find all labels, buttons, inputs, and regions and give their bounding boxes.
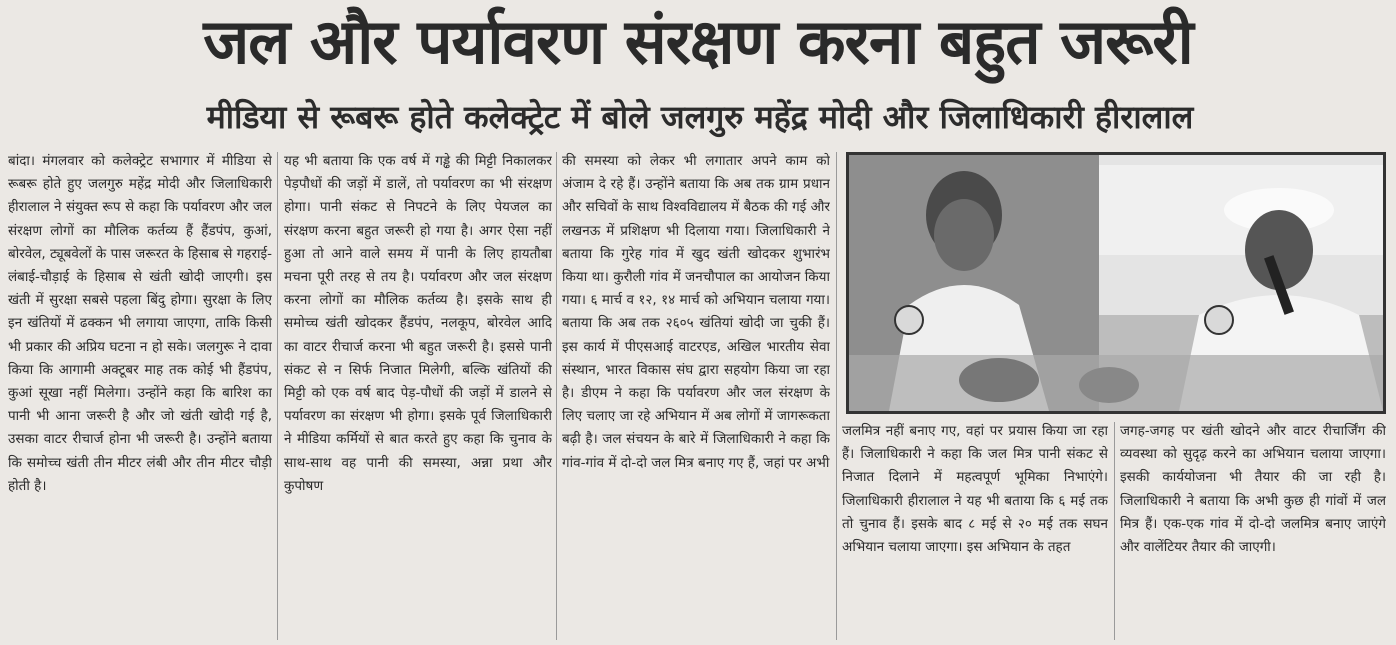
column-divider xyxy=(1114,422,1115,640)
column-divider xyxy=(556,152,557,640)
article-photo xyxy=(846,152,1386,414)
press-conference-photo xyxy=(849,155,1383,411)
article-column-1: बांदा। मंगलवार को कलेक्ट्रेट सभागार में मीडिया से रूबरू होते हुए जलगुरु महेंद्र मोदी और जिलाधिकारी हीरालाल ने संयुक्त रूप से कहा कि पर्यावरण और जल संरक्षण लोगों का मौलिक कर्तव्य हैं हैंडपंप, कुआं, बोरवेल, ट्यूबवेलों के पास जरूरत के हिसाब से गहराई-लंबाई-चौड़ाई के हिसाब से खंती खोदी जाएगी। इस खंती में सुरक्षा सबसे पहला बिंदु होगा। सुरक्षा के लिए इन खंतियों में ढक्कन भी लगाया जाएगा, ताकि किसी भी प्रकार की अप्रिय घटना न हो सके। जलगुरू ने दावा किया कि आगामी अक्टूबर माह तक कोई भी हैंडपंप, कुआं सूखा नहीं मिलेगा। उन्होंने कहा कि बारिश का पानी भी आना जरूरी है और जो खंती खोदी गई है, उसका वाटर रीचार्ज होना भी जरूरी है। उन्होंने बताया कि समोच्च खंती तीन मीटर लंबी और तीन मीटर चौड़ी होती है। xyxy=(8,153,272,494)
subheadline: मीडिया से रूबरू होते कलेक्ट्रेट में बोले जलगुरु महेंद्र मोदी और जिलाधिकारी हीरालाल xyxy=(206,98,1194,136)
column-divider xyxy=(277,152,278,640)
article-column-4: जलमित्र नहीं बनाए गए, वहां पर प्रयास किया जा रहा हैं। जिलाधिकारी ने कहा कि जल मित्र पानी संकट से निजात दिलाने में महत्वपूर्ण भूमिका निभाएंगे। जिलाधिकारी हीरालाल ने यह भी बताया कि ६ मई तक तो चुनाव हैं। इसके बाद ८ मई से २० मई तक सघन अभियान चलाया जाएगा। इस अभियान के तहत xyxy=(842,423,1108,556)
column-divider xyxy=(836,152,837,640)
article-column-2: यह भी बताया कि एक वर्ष में गड्ढे की मिट्टी निकालकर पेड़पौधों की जड़ों में डालें, तो पर्यावरण का भी संरक्षण होगा। पानी संकट से निपटने के लिए पेयजल का संरक्षण करना बहुत जरूरी हो गया है। अगर ऐसा नहीं हुआ तो आने वाले समय में पानी के लिए हायतौबा मचना पूरी तरह से तय है। पर्यावरण और जल संरक्षण करना लोगों का मौलिक कर्तव्य है। इसके साथ ही समोच्च खंती खोदकर हैंडपंप, नलकूप, बोरवेल आदि का वाटर रीचार्ज करना भी बहुत जरूरी है। इससे पानी संकट से न सिर्फ निजात मिलेगी, बल्कि खंतियों की मिट्टी को एक वर्ष बाद पेड़-पौधों की जड़ों में डालने से पर्यावरण का संरक्षण भी होगा। इसके पूर्व जिलाधिकारी ने मीडिया कर्मियों से बात करते हुए कहा कि चुनाव के साथ-साथ वह पानी की समस्या, अन्ना प्रथा और कुपोषण xyxy=(284,153,552,494)
article-column-3: की समस्या को लेकर भी लगातार अपने काम को अंजाम दे रहे हैं। उन्होंने बताया कि अब तक ग्राम प्रधान और सचिवों के साथ विश्वविद्यालय में बैठक की गई और लखनऊ में प्रशिक्षण भी दिलाया गया। जिलाधिकारी ने बताया कि गुरेह गांव में खुद खंती खोदकर शुभारंभ किया था। कुरौली गांव में जनचौपाल का आयोजन किया गया। ६ मार्च व १२, १४ मार्च को अभियान चलाया गया। बताया कि अब तक २६०५ खंतियां खोदी जा चुकी हैं। इस कार्य में पीएसआई वाटरएड, अखिल भारतीय सेवा संस्थान, भारत विकास संघ द्वारा सहयोग किया जा रहा है। डीएम ने कहा कि पर्यावरण और जल संरक्षण के लिए चलाए जा रहे अभियान में अब लोगों में जागरूकता बढ़ी है। जल संचयन के बारे में जिलाधिकारी ने कहा कि गांव-गांव में दो-दो जल मित्र बनाए गए हैं, जहां पर अभी xyxy=(562,153,830,471)
headline: जल और पर्यावरण संरक्षण करना बहुत जरूरी xyxy=(203,5,1193,78)
article-column-5: जगह-जगह पर खंती खोदने और वाटर रीचार्जिंग की व्यवस्था को सुदृढ़ करने का अभियान चलाया जाएगा। इसकी कार्ययोजना भी तैयार की जा रही है। जिलाधिकारी ने बताया कि अभी कुछ ही गांवों में जल मित्र हैं। एक-एक गांव में दो-दो जलमित्र बनाए जाएंगे और वालेंटियर तैयार की जाएगी। xyxy=(1120,423,1386,556)
